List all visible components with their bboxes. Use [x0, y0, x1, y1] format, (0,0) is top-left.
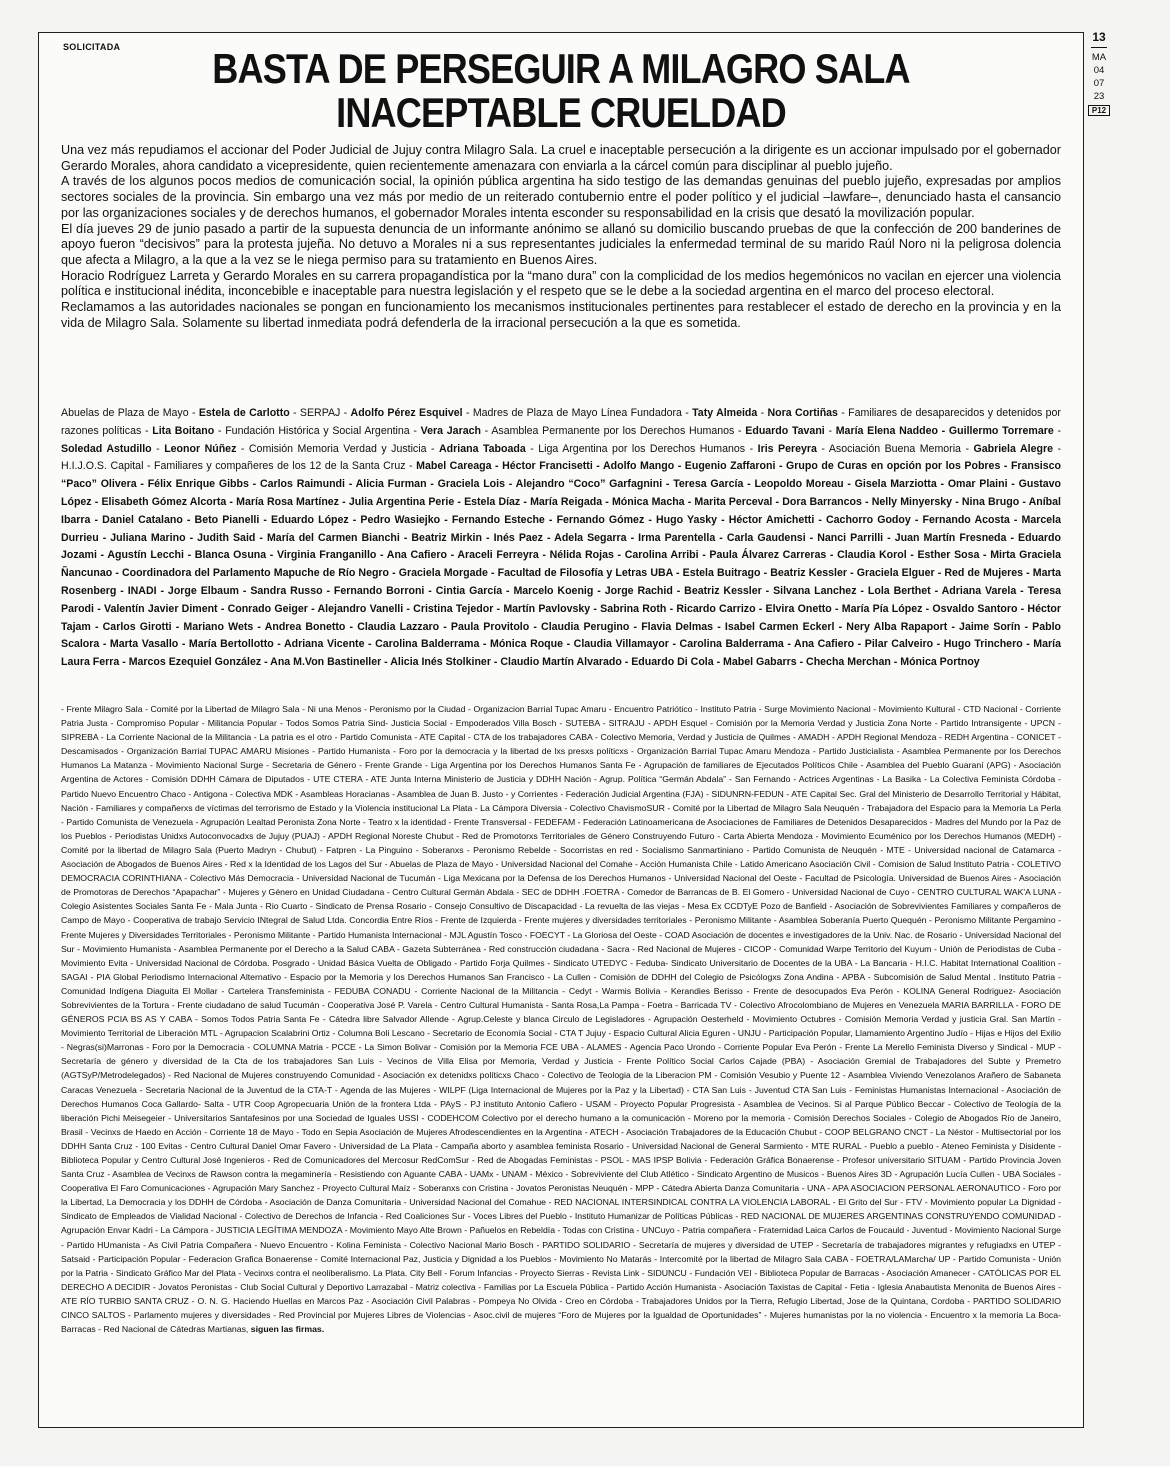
organizations-text: - Frente Milagro Sala - Comité por la Libertad de Milagro Sala - Ni una Menos - Peronismo por la Ciudad - Organizacion Barrial Tupac Amaru - Encuentro Patriótico - Instituto Patria - Surge Movimiento Nacional - Movimiento Kultural - CTD Nacional - Corriente Patria Justa - Compromiso Popular - Militancia Popular - Todos Somos Patria Sind- Justicia Social - Empoderados Villa Bosch - SUTEBA - SITRAJU - APDH Esquel - Comisión por la Memoria Verdad y Justicia Zona Norte - Partido Intransigente - UPCN - SIPREBA - La Corriente Nacional de la Militancia - La patria es el otro - Partido Comunista - ATE Capital - CTA de los trabajadores CABA - Colectivo Memoria, Verdad y Justicia de Quilmes - AMADH - APDH Regional Mendoza - REDH Argentina - CONICET - Descamisados - Organización Barrial TUPAC AMARU Misiones - Partido Humanista - Foro por la democracia y la libertad de lxs presxs políticxs - Organización Barrial Tupac Amaru Mendoza - Partido Justicialista - Asamblea Permanente por los Derechos Humanos La Matanza - Movimiento Nacional Surge - Secretaria de Género - Frente Grande - Liga Argentina por los Derechos Humanos Santa Fe - Agrupación de familiares de Ejecutados Políticos Chile - Asamblea del Pueblo Guaraní (APG) - Asociación Argentina de Actores - Comisión DDHH Cámara de Diputados - UTE CTERA - ATE Junta Interna Ministerio de Justicia y DDHH Nación - Agrup. Política “Germán Abdala” - San Fernando - Actrices Argentinas - La Basika - La Colectiva Feminista Córdoba - Partido Nuevo Encuentro Chaco - Antigona - Colectiva MDK - Asambleas Horacianas - Asamblea de Juan B. Justo - y Corrientes - Federación Judicial Argentina (FJA) - SIDUNRN-FEDUN - ATE Capital Sec. Gral del Ministerio de Desarrollo Territorial y Hábitat, Nación - Familiares y compañerxs de víctimas del terrorismo de Estado y la Violencia institucional La Plata - La Cámpora Diversia - Colectivo ChavismoSUR - Comité por la Libertad de Milagro Sala Neuquén - Trabajadora del Espacio para la Memoria La Perla - Partido Comunista de Venezuela - Agrupación Lealtad Peronista Zona Norte - Teatro x la identidad - Frente Transversal - FEDEFAM - Federación Latinoamericana de Asociaciones de Familiares de Detenidos Desaparecidos - Madres del Mundo por la Paz de los Pueblos - Periodistas Unidxs Autoconvocadxs de Jujuy (PUAJ) - APDH Regional Noreste Chubut - Red de Promotorxs Territoriales de Género Construyendo Futuro - Carta Abierta Mendoza - Movimiento Ecuménico por los Derechos Humanos (MEDH) - Comité por la libertad de Milagro Sala (Puerto Madryn - Chubut) - Fatpren - La Pinguino - Soberanxs - Peronismo Rebelde - Socorristas en red - Socialismo Sanmartiniano - Partido Comunista de Neuquén - MTE - Universidad nacional de Catamarca - Asociación de Abogados de Buenos Aires - Red x la Identidad de los Lagos del Sur - Abuelas de Plaza de Mayo - Universidad Nacional del Comahe - Acción Humanista Chile - Latido Americano Asociación Civil - Comision de Salud Instituto Patria - COLETIVO DEMOCRACIA CORINTHIANA - Colectivo Más Democracia - Universidad Nacional de Tucumán - Liga Mexicana por la Defensa de los Derechos Humanos - Universidad Nacional del Oeste - Facultad de Psicología. Universidad de Buenos Aires - Asociación de Promotoras de Derechos “Apapachar” - Mujeres y Género en Unidad Ciudadana - Centro Cultural Germán Abdala - SEC de DDHH .FOETRA - Comedor de Barrancas de B. El Gomero - Universidad Nacional de Cuyo - CENTRO CULTURAL WAK'A LUNA - Colegio Asistentes Sociales Santa Fe - Mala Junta - Rio Cuarto - Sindicato de Prensa Rosario - Consejo Consultivo de Discapacidad - La revuelta de las viejas - Mesa Ex CCDTyE Pozo de Banfield - Asociación de Sobrevivientes Familiares y compañeros de Campo de Mayo - Cooperativa de trabajo Servicio INtegral de Salud Ltda. Concordia Entre Ríos - Frente de Izquierda - Frente mujeres y diversidades territoriales - Peronismo Militante - Asamblea Soberanía Puerto Quequén - Peronismo Militante Pergamino - Frente Mujeres y Diversidades Territoriales - Peronismo Militante - Partido Humanista Internacional - MJL Agustín Tosco - FOECYT - La Gloriosa del Oeste - COAD Asociación de docentes e investigadores de la Univ. Nac. de Rosario - Universidad Nacional del Sur - Movimiento Humanista - Asamblea Permanente por el Derecho a la Salud CABA - Gazeta Subterránea - Red construcción ciudadana - Sacra - Red Nacional de Mujeres - CICOP - Comunidad Warpe Territorio del Kuyum - Unión de Periodistas de Cuba - Movimiento Evita - Universidad Nacional de Córdoba. Posgrado - Unidad Básica Vuelta de Obligado - Partido Forja Quilmes - Sindicato UTEDYC - Feduba- Sindicato Universitario de Docentes de la UBA - La Bancaria - H.I.C. Habitat International Coalition - SAGAI - PIA Global Periodismo Internacional Alternativo - Espacio por la Memoria y los Derechos Humanos San Francisco - La Cullen - Comisión de DDHH del Colegio de Psicólogxs Zona Andina - APBA - Subcomisión de Salud Mental . Instituto Patria - Comunidad Indígena Diaguita El Mollar - Cartelera Transfeminista - FEDUBA CONADU - Corriente Nacional de la Militancia - Cedyt - Warmis Bolivia - Kerandies Berisso - Frente de desocupados Eva Perón - KOLINA General Rodriguez- Asociación Sobrevivientes de la Tortura - Frente ciudadano de salud Tucumán - Cooperativa José P. Varela - Centro Cultural Humanista - Santa Rosa,La Pampa - Foetra - Barricada TV - Colectivo Afrocolombiano de Mujeres en Venezuela MARIA BARRILLA - FORO DE GÉNEROS PCIA BS AS Y CABA - Somos Todos Patria Santa Fe - Cátedra libre Salvador Allende - Agrup.Celeste y blanca Circulo de Legisladores - Agrupación Oesterheld - Movimiento Octubres - Comisión Memoria Verdad y justicia Gral. San Martín - Movimiento Territorial de Liberación MTL - Agrupacion Scalabrini Ortiz - Columna Boli Lescano - Secretario de Economía Social - CTA T Jujuy - Espacio Cultural Alicia Eguren - UNJU - Participación Popular, Llamamiento Argentino Judío - Hijas e Hijos del Exilio - Negras(si)Marronas - Foro por la Democracia - COLUMNA Matria - PCCE - La Simon Bolivar - Comisión por la Memoria FCE UBA - ALAMES - Agencia Paco Urondo - Corriente Popular Eva Perón - Frente La Merello Feminista Diverso y Sindical - MUP - Secretaría de género y diversidad de la Cta de los trabajadores San Luis - Vecinos de Villa Elisa por Memoria, Verdad y Justicia - Frente Político Social Carlos Cajade (PBA) - Asociación Gremial de Trabajadores del Subte y Premetro (AGTSyP/Metrodelegados) - Red Nacional de Mujeres construyendo Comunidad - Asociación ex detenidxs políticxs Chaco - Colectivo de Teologia de la Liberacion PM - Comisión Vesubio y Puente 12 - Asamblea Viviendo Venezolanos Arañero de Sabaneta Caracas Venezuela - Secretaria Nacional de la Juventud de la CTA-T - Agenda de las Mujeres - WILPF (Liga Internacional de Mujeres por la Paz y la Libertad) - CTA San Luis - Juventud CTA San Luis - Feministas Humanistas Internacional - Asociación de Derechos Humanos Coca Gallardo- Salta - UTR Coop Agropecuaria Unión de la frontera Ltda - PAyS - PJ instituto Antonio Cafiero - USAM - Proyecto Popular Progresista - Asamblea de Vecinos. Si al Parque Público Beccar - Colectivo de Teología de la liberación Pichi Meisegeier - Universitarios Santafesinos por una Sociedad de Iguales USSI - CODEHCOM Colectivo por el derecho humano a la comunicación - Moreno por la memoria - Comisión Derechos Sociales - Colegio de Abogados Río de Janeiro, Brasil - Vecinxs de Haedo en Acción - Corriente 18 de Mayo - Todo en Sepia Asociación de Mujeres Afrodescendientes en la Argentina - ATECH - Asociación Trabajadores de la Educación Chubut - COOP BELGRANO CNCT - La Néstor - Multisectorial por los DDHH Santa Cruz - 100 Evitas - Centro Cultural Daniel Omar Favero - Universidad de La Plata - Campaña aborto y asamblea feminista Rosario - Universidad Nacional de General Sarmiento - MTE RURAL - Pueblo a pueblo - Ateneo Feminista y Disidente - Biblioteca Popular y Centro Cultural José Ingenieros - Red de Comunicadores del Mercosur RedComSur - Red de Abogadas Feministas - PSOL - MAS IPSP Bolivia - Federación Gráfica Bonaerense - Profesor universitario SITUAM - Partido Provincia Joven Santa Cruz - Asamblea de Vecinxs de Rawson contra la megaminería - Resistiendo con Aguante CABA - UAMx - UNAM - México - Sobreviviente del Club Atlético - Sindicato Argentino de Musicos - Buenos Aires 3D - Agrupación Lucía Cullen - UBA Sociales - Cooperativa El Faro Comunicaciones - Agrupación Mary Sanchez - Proyecto Cultural Maíz - Soberanxs con Cristina - Jovatos Peronistas Neuquén - MPP - Cátedra Abierta Danza Comunitaria - UNA - APA ASOCIACION PERSONAL AERONAUTICO - Foro por la Libertad, La Democracia y los DDHH de Córdoba - Asociación de Danza Comunitaria - Universidad Nacional del Comahue - RED NACIONAL INTERSINDICAL CONTRA LA VIOLENCIA LABORAL - El Grito del Sur - FTV - Movimiento popular La Dignidad - Sindicato de Empleados de Vialidad Nacional - Colectivo de Derechos de Infancia - Red Coaliciones Sur - Voces Libres del Pueblo - Instituto Humanizar de Políticas Públicas - RED NACIONAL DE MUJERES ARGENTINAS CONSTRUYENDO COMUNIDAD - Agrupación Envar Kadri - La Cámpora - JUSTICIA LEGÍTIMA MENDOZA - Movimiento Mayo Alte Brown - Pañuelos en Rebeldía - Todas con Cristina - UNCuyo - Patria compañera - Fraternidad Laica Carlos de Foucauld - Juventud - Movimiento Nacional Surge - Partido HUmanista - As Civil Patria Compañera - Nuevo Encuentro - Kolina Feminista - Colectivo Nacional Mario Bosch - PARTIDO SOLIDARIO - Secretaría de mujeres y diversidad de UTEP - Secretaría de trabajadores migrantes y refugiadxs en UTEP - Satsaid - Participación Popular - Federacion Grafica Bonaerense - Comité Internacional Paz, Justicia y Dignidad a los Pueblos - Movimiento No Matarás - Intercomité por la libertad de Milagro Sala CABA - FOETRA/LAMarcha/ UP - Partido Comunista - Unión por la Patria - Sindicato Gráfico Mar del Plata - Vecinxs contra el neoliberalismo. La Plata. City Bell - Forum Infancias - Proyecto Sierras - Revista Link - SIDUNCU - Fundación VEI - Biblioteca Popular de Barracas - Asociación Amanecer - CATÓLICAS POR EL DERECHO A DECIDIR - Jovatos Peronistas - Club Social Cultural y Deportivo Larrazabal - Matriz colectiva - Familias por La Escuela Pública - Partido Acción Humanista - Asociación Taxistas de Capital - Fetia - Iglesia Anabautista Menonita de Buenos Aires - ATE RÍO TURBIO SANTA CRUZ - O. N. G. Haciendo Huellas en Marcos Paz - Asociación Civil Palabras - Pompeya No Olvida - Creo en Córdoba - Trabajadores Unidos por la Tierra, Refugio Libertad, Jose de la Quintana, Cordoba - PARTIDO SOLIDARIO CINCO SALTOS - Parlamento mujeres y diversidades - Red Provincial por Mujeres Libres de Violencias - Asoc.civil de mujeres “Foro de Mujeres por la Igualdad de Oportunidades” - Mujeres humanistas por la no violencia - Encuentro x la memoria La Boca-Barracas - Red Nacional de Cátedras Martianas, [61, 704, 1061, 1335]
page-margin-dateline [1088, 30, 1110, 116]
signatory-name: Adriana Taboada [439, 442, 526, 455]
signatory-name: Leonor Núñez [164, 442, 237, 455]
paragraph: Reclamamos a las autoridades nacionales se pongan en funcionamiento los mecanismos institucionales pertinentes para restablecer el estado de derecho en la provincia y en la vida de Milagro Sala. Solamente su libertad inmediata podrá defenderla de la irracional persecución a la que es sometida. [61, 300, 1061, 330]
signatory-organization: - [824, 424, 836, 437]
organizations-tail: siguen las firmas. [250, 1324, 325, 1335]
signatory-organization: - Madres de Plaza de Mayo Línea Fundadora - [462, 407, 693, 419]
signatory-organization: - Familiares de desaparecidos y detenidos por razones políticas - [61, 407, 1061, 437]
signatory-organization: - [1053, 424, 1061, 437]
section-label: SOLICITADA [63, 42, 121, 52]
signatory-organization: - [757, 407, 768, 419]
paragraph: A través de los algunos pocos medios de comunicación social, la opinión pública argentina ha sido testigo de las demandas genuinas del pueblo jujeño, expresadas por amplios sectores sociales de la provincia. Sin embargo una vez más por medio de un reiterado contubernio entre el poder político y el judicial –lawfare–, denunciado hasta el cansancio por las organizaciones sociales y de derechos humanos, el gobernador Morales intenta esconder su responsabilidad en la crisis que desató la movilización popular. [61, 174, 1061, 220]
signatory-name: Taty Almeida [692, 407, 758, 419]
signatory-name: María Elena Naddeo - Guillermo Torremare [835, 424, 1054, 437]
headline-line-1: BASTA DE PERSEGUIR A MILAGRO SALA [212, 45, 910, 92]
date-day: 04 [1093, 65, 1105, 76]
signatory-organization: - Comisión Memoria Verdad y Justicia - [236, 442, 440, 455]
divider [1091, 47, 1107, 48]
signatory-organization: - Liga Argentina por los Derechos Humanos - [525, 442, 758, 455]
signatory-organization: - Asamblea Permanente por los Derechos Humanos - [480, 424, 746, 437]
signatory-name: Iris Pereyra [757, 442, 817, 455]
headline-line-2: INACEPTABLE CRUELDAD [336, 89, 786, 136]
signatory-name: Vera Jarach [420, 424, 481, 437]
signatory-organization: - Fundación Histórica y Social Argentina - [214, 424, 421, 437]
signatory-name: Lita Boitano [152, 424, 215, 437]
signatory-name: Mabel Careaga - Héctor Francisetti - Adolfo Mango - Eugenio Zaffaroni - Grupo de Curas en opción por los Pobres - Fransisco “Paco” Olivera - Félix Enrique Gibbs - Carlos Raimundi - Alicia Furman - Graciela Lois - Alejandro “Coco” Garfagnini - Teresa García - Leopoldo Moreau - Gisela Marziotta - Omar Plaini - Gustavo López - Elisabeth Gómez Alcorta - María Rosa Martínez - Julia Argentina Perie - Estela Díaz - María Reigada - Mónica Macha - Marita Perceval - Dora Barrancos - Nelly Minyersky - Nina Brugo - Aníbal Ibarra - Daniel Catalano - Beto Pianelli - Eduardo López - Pedro Wasiejko - Fernando Esteche - Fernando Gómez - Hugo Yasky - Héctor Amichetti - Cachorro Godoy - Fernando Acosta - Marcela Durrieu - Juliana Marino - Judith Said - María del Carmen Bianchi - Beatriz Mirkin - Inés Paez - Adela Segarra - Irma Parentella - Carla Gaudensi - Nanci Parrilli - Juan Martín Fresneda - Eduardo Jozami - Agustín Lecchi - Blanca Osuna - Virginia Franganillo - Ana Cafiero - Araceli Ferreyra - Nélida Rojas - Carolina Arribi - Paula Álvarez Carreras - Claudia Korol - Esther Sosa - Mirta Graciela Ñancunao - Coordinadora del Parlamento Mapuche de Río Negro - Graciela Morgade - Facultad de Filosofía y Letras UBA - Estela Buitrago - Beatriz Kessler - Graciela Elguer - Red de Mujeres - Marta Rosenberg - INADI - Jorge Elbaum - Sandra Russo - Fernando Borroni - Cintia García - Marcelo Koenig - Jorge Rachid - Beatriz Kessler - Silvana Lanchez - Lola Berthet - Adriana Varela - Teresa Parodi - Valentín Javier Diment - Conrado Geiger - Alejandro Vanelli - Cristina Tejedor - Martín Pavlovsky - Sabrina Roth - Ricardo Carrizo - Elvira Onetto - María Pía López - Osvaldo Santoro - Héctor Tajam - Carlos Girotti - Mariano Wets - Andrea Bonetto - Claudia Lazzaro - Paula Provitolo - Claudia Perugino - Flavia Delmas - Isabel Carmen Eckerl - Nery Alba Rapaport - Jaime Sorín - Pablo Scalora - Marta Vasallo - María Bertollotto - Adriana Vicente - Carolina Balderrama - Mónica Roque - Claudia Villamayor - Carolina Balderrama - Ana Cafiero - Pilar Calveiro - Hugo Trinchero - María Laura Ferra - Marcos Ezequiel González - Ana M.Von Bastineller - Alicia Inés Stolkiner - Claudio Martín Alvarado - Eduardo Di Cola - Mabel Gabarrs - Checha Merchan - Mónica Portnoy [61, 460, 1061, 669]
signatory-organization: Abuelas de Plaza de Mayo - [61, 407, 199, 419]
month-label: MA [1091, 52, 1107, 63]
paragraph: Horacio Rodríguez Larreta y Gerardo Morales en su carrera propagandística por la “mano dura” con la complicidad de los medios hegemónicos no vacilan en ejercer una violencia política e institucional inédita, inconcebible e inaceptable para nuestra legislación y el respeto que se le debe a la sociedad argentina en el marco del proceso electoral. [61, 268, 1061, 299]
date-year: 23 [1093, 91, 1105, 102]
signatory-organization: - H.I.J.O.S. Capital - Familiares y compañeres de los 12 de la Santa Cruz - [61, 442, 1061, 473]
paragraph: Una vez más repudiamos el accionar del Poder Judicial de Jujuy contra Milagro Sala. La cruel e inaceptable persecución a la dirigente es un accionar impulsado por el gobernador Gerardo Morales, ahora candidato a vicepresidente, quien recientemente amenazara con enviarla a la cárcel común para disciplinar al pueblo jujeño. [61, 143, 1061, 173]
brand-logo: P12 [1088, 105, 1110, 116]
signatory-name: Eduardo Tavani [745, 424, 825, 437]
signatory-name: Estela de Carlotto [198, 407, 290, 419]
date-month: 07 [1093, 78, 1105, 89]
signatory-organization: - Asociación Buena Memoria - [816, 442, 974, 455]
statement-body [61, 143, 1061, 331]
signatory-name: Gabriela Alegre [973, 442, 1053, 455]
signatories-list [61, 405, 1061, 672]
signatory-organization: - SERPAJ - [289, 407, 351, 419]
signatory-name: Nora Cortiñas [767, 407, 838, 419]
signatory-name: Adolfo Pérez Esquivel [350, 407, 463, 419]
page-number: 13 [1092, 30, 1106, 44]
signatory-name: Soledad Astudillo [61, 442, 152, 455]
signatory-organization: - [151, 442, 165, 455]
organizations-list [61, 702, 1061, 1336]
paragraph: El día jueves 29 de junio pasado a partir de la supuesta denuncia de un informante anónimo se allanó su domicilio buscando pruebas de que la confección de 200 banderines de apoyo fueron “decisivos” para la protesta jujeña. No detuvo a Morales ni a sus representantes judiciales la enfermedad terminal de su marido Raúl Noro ni la peligrosa dolencia que afecta a Milagro, a la que a la vez se le niega permiso para su tratamiento en Buenos Aires. [61, 221, 1061, 267]
advertisement-frame [38, 32, 1084, 1428]
